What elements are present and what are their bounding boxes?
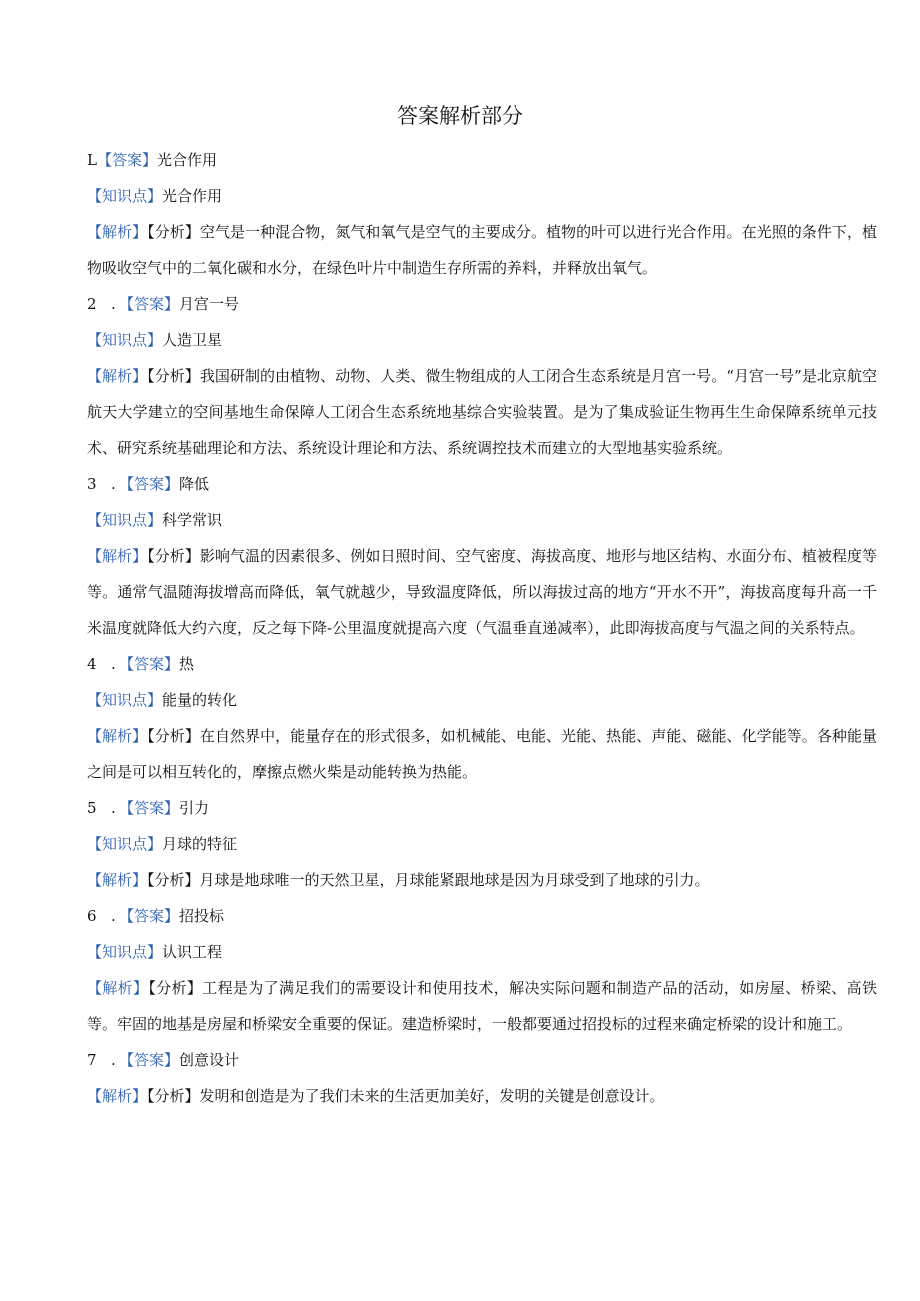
analysis-text: 影响气温的因素很多、例如日照时间、空气密度、海拔高度、地形与地区结构、水面分布、植被程度等等。通常气温随海拔增高而降低，氧气就越少，导致温度降低，所以海拔过高的地方“开水不开”，海拔高度每升高一千米温度就降低大约六度，反之每下降-公里温度就提高六度（气温垂直递减率），此即海拔高度与气温之间的关系特点。 <box>87 547 877 637</box>
analysis-text: 工程是为了满足我们的需要设计和使用技术，解决实际问题和制造产品的活动，如房屋、桥梁、高铁等。牢固的地基是房屋和桥梁安全重要的保证。建造桥梁时，一般都要通过招投标的过程来确定桥梁的设计和施工。 <box>87 979 877 1033</box>
answer-item-1 <box>87 142 877 286</box>
knowledge-point-text: 科学常识 <box>162 511 223 529</box>
knowledge-point-line <box>87 934 877 970</box>
answer-item-3 <box>87 466 877 646</box>
analysis-text: 发明和创造是为了我们未来的生活更加美好，发明的关键是创意设计。 <box>199 1087 665 1105</box>
knowledge-point-line <box>87 682 877 718</box>
analysis-tag: 【分析】 <box>148 979 203 997</box>
answer-tag: 【答案】 <box>119 799 180 817</box>
answer-line: 5 . 【答案】引力 <box>87 790 877 826</box>
answer-tag: 【答案】 <box>119 295 180 313</box>
answer-tag: 【答案】 <box>119 907 180 925</box>
knowledge-point-line <box>87 322 877 358</box>
explanation-tag: 【解析】 <box>87 547 148 565</box>
answer-tag: 【答案】 <box>96 151 157 169</box>
analysis-paragraph <box>87 358 877 466</box>
question-number: 4 <box>87 655 97 673</box>
analysis-text: 我国研制的由植物、动物、人类、微生物组成的人工闭合生态系统是月宫一号。“月宫一号”是北京航空航天大学建立的空间基地生命保障人工闭合生态系统地基综合实验装置。是为了集成验证生物再生生命保障系统单元技术、研究系统基础理论和方法、系统设计理论和方法、系统调控技术而建立的大型地基实验系统。 <box>87 367 877 457</box>
analysis-paragraph <box>87 538 877 646</box>
knowledge-point-tag: 【知识点】 <box>87 187 163 205</box>
answer-text: 创意设计 <box>179 1051 240 1069</box>
question-number: 6 <box>87 907 97 925</box>
knowledge-point-tag: 【知识点】 <box>87 835 163 853</box>
analysis-text: 月球是地球唯一的天然卫星，月球能紧跟地球是因为月球受到了地球的引力。 <box>199 871 710 889</box>
knowledge-point-tag: 【知识点】 <box>87 331 163 349</box>
answer-item-5 <box>87 790 877 898</box>
knowledge-point-text: 人造卫星 <box>162 331 223 349</box>
answer-line: 3 . 【答案】降低 <box>87 466 877 502</box>
page-title: 答案解析部分 <box>397 104 523 128</box>
analysis-tag: 【分析】 <box>147 1087 200 1105</box>
analysis-tag: 【分析】 <box>147 547 200 565</box>
analysis-text: 在自然界中，能量存在的形式很多，如机械能、电能、光能、热能、声能、磁能、化学能等。各种能量之间是可以相互转化的，摩擦点燃火柴是动能转换为热能。 <box>87 727 877 781</box>
answer-text: 热 <box>179 655 195 673</box>
answer-tag: 【答案】 <box>119 655 180 673</box>
analysis-tag: 【分析】 <box>147 727 200 745</box>
answer-list <box>87 142 877 1114</box>
explanation-tag: 【解析】 <box>87 367 148 385</box>
analysis-paragraph <box>87 718 877 790</box>
analysis-paragraph <box>87 862 877 898</box>
analysis-text: 空气是一种混合物，氮气和氧气是空气的主要成分。植物的叶可以进行光合作用。在光照的条件下，植物吸收空气中的二氧化碳和水分，在绿色叶片中制造生存所需的养料，并释放出氧气。 <box>87 223 877 277</box>
analysis-paragraph <box>87 970 877 1042</box>
knowledge-point-line <box>87 826 877 862</box>
knowledge-point-tag: 【知识点】 <box>87 511 163 529</box>
analysis-tag: 【分析】 <box>147 223 200 241</box>
knowledge-point-text: 认识工程 <box>162 943 223 961</box>
answer-text: 招投标 <box>179 907 225 925</box>
knowledge-point-line <box>87 502 877 538</box>
answer-item-7 <box>87 1042 877 1114</box>
answer-line <box>87 142 877 178</box>
explanation-tag: 【解析】 <box>87 727 148 745</box>
answer-line: 2 . 【答案】月宫一号 <box>87 286 877 322</box>
analysis-tag: 【分析】 <box>147 871 200 889</box>
answer-line: 6 . 【答案】招投标 <box>87 898 877 934</box>
explanation-tag: 【解析】 <box>87 979 149 997</box>
question-number: 7 <box>87 1051 97 1069</box>
answer-line: 4 . 【答案】热 <box>87 646 877 682</box>
answer-text: 引力 <box>179 799 210 817</box>
analysis-paragraph <box>87 214 877 286</box>
analysis-tag: 【分析】 <box>147 367 200 385</box>
knowledge-point-tag: 【知识点】 <box>87 691 163 709</box>
answer-item-2 <box>87 286 877 466</box>
question-number: L <box>87 151 97 169</box>
answer-item-6 <box>87 898 877 1042</box>
answer-text: 降低 <box>179 475 210 493</box>
question-number: 3 <box>87 475 97 493</box>
knowledge-point-tag: 【知识点】 <box>87 943 163 961</box>
analysis-paragraph <box>87 1078 877 1114</box>
answer-text: 月宫一号 <box>179 295 240 313</box>
explanation-tag: 【解析】 <box>87 871 148 889</box>
answer-text: 光合作用 <box>156 151 217 169</box>
answer-tag: 【答案】 <box>119 475 180 493</box>
explanation-tag: 【解析】 <box>87 1087 148 1105</box>
question-number: 5 <box>87 799 97 817</box>
knowledge-point-text: 光合作用 <box>162 187 223 205</box>
knowledge-point-line <box>87 178 877 214</box>
answer-item-4 <box>87 646 877 790</box>
explanation-tag: 【解析】 <box>87 223 148 241</box>
answer-tag: 【答案】 <box>119 1051 180 1069</box>
question-number: 2 <box>87 295 97 313</box>
knowledge-point-text: 能量的转化 <box>162 691 238 709</box>
knowledge-point-text: 月球的特征 <box>162 835 238 853</box>
answer-line: 7 . 【答案】创意设计 <box>87 1042 877 1078</box>
